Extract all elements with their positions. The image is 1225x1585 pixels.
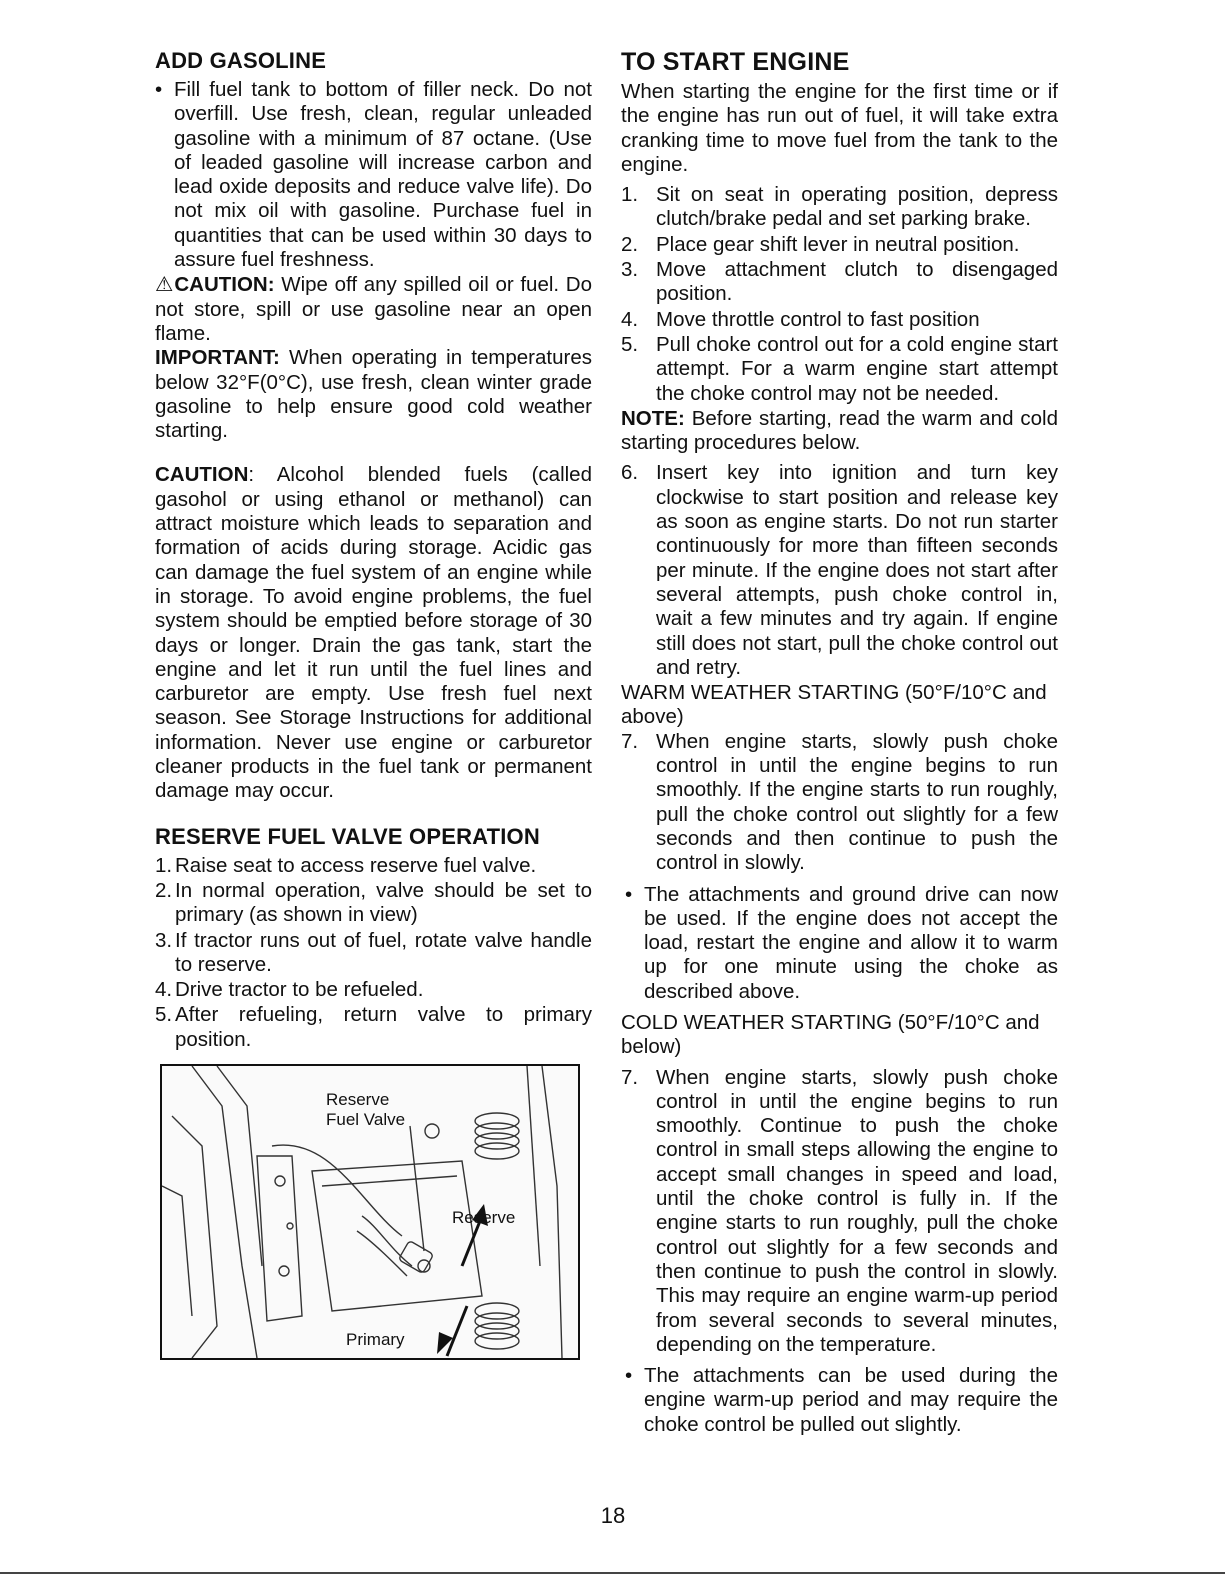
- note-paragraph: [621, 407, 1058, 456]
- warning-triangle-icon: ⚠: [155, 273, 175, 297]
- important-text: When operating in temperatures below 32°F(0°C), use fresh, clean winter grade gasoline to help ensure good cold weather starting.: [155, 346, 592, 443]
- reserve-step: 1. Raise seat to access reserve fuel valve.: [155, 853, 537, 877]
- start-engine-heading: TO START ENGINE: [621, 48, 850, 76]
- add-gasoline-bullet-text: Fill fuel tank to bottom of filler neck. Do not overfill. Use fresh, clean, regular unleaded gasoline with a minimum of 87 octane. (Use of leaded gasoline will increase carbon and lead oxide deposits and reduce valve life). Do not mix oil with gasoline. Purchase fuel in quantities that can be used within 30 days to assure fuel freshness.: [174, 78, 592, 272]
- warm-bullet: • The attachments and ground drive can now be used. If the engine does not accept the load, restart the engine and allow it to warm up for one minute using the choke as described above.: [625, 882, 1058, 1003]
- add-gasoline-heading: ADD GASOLINE: [155, 48, 327, 73]
- caution-label: CAUTION:: [174, 273, 275, 297]
- start-step: 1. Sit on seat in operating position, depress clutch/brake pedal and set parking brake.: [621, 183, 1058, 231]
- page-bottom-rule: [0, 1572, 1225, 1574]
- alcohol-caution-text: : Alcohol blended fuels (called gasohol or using ethanol or methanol) can attract moisture which leads to separation and formation of acids during storage. Acidic gas can damage the fuel system of an engine while in storage. To avoid engine problems, the fuel system should be emptied before storage of 30 days or longer. Drain the gas tank, start the engine and let it run until the fuel lines and carburetor are empty. Use fresh fuel next season. See Storage Instructions for additional information. Never use engine or carburetor cleaner products in the fuel tank or permanent damage may occur.: [155, 463, 592, 803]
- right-column: [621, 48, 1058, 1438]
- warm-step: 7. When engine starts, slowly push choke control in until the engine begins to run smoothly. If the engine starts to run roughly, pull the choke control out slightly for a few seconds and then continue to push the control in slowly.: [621, 729, 1058, 875]
- reserve-step: 3. If tractor runs out of fuel, rotate valve handle to reserve.: [155, 928, 592, 976]
- bullet-marker: •: [625, 882, 633, 906]
- start-step: 3. Move attachment clutch to disengaged position.: [621, 258, 1058, 306]
- cold-weather-heading: COLD WEATHER STARTING (50°F/10°C and below): [621, 1010, 1040, 1059]
- add-gasoline-bullet: [155, 78, 592, 272]
- cold-step: 7. When engine starts, slowly push choke control in until the engine begins to run smoothly. Continue to push the choke control in small steps allowing the engine to accept small changes in speed and load, until the choke control is fully in. If the engine starts to run roughly, pull the choke control out slightly for a few seconds and then continue to push the control in slowly. This may require an engine warm-up period from several seconds to several minutes, depending on the temperature.: [621, 1065, 1058, 1356]
- reserve-step: 2. In normal operation, valve should be set to primary (as shown in view): [155, 878, 592, 927]
- note-text: Before starting, read the warm and cold starting procedures below.: [621, 406, 1058, 455]
- important-paragraph: [155, 346, 592, 443]
- start-engine-intro: When starting the engine for the first time or if the engine has run out of fuel, it will take extra cranking time to move fuel from the tank to the engine.: [621, 80, 1058, 176]
- figure-label-reserve: Reserve: [452, 1207, 516, 1227]
- warm-weather-heading: WARM WEATHER STARTING (50°F/10°C and above): [621, 681, 1047, 729]
- start-step: 4. Move throttle control to fast position: [621, 307, 980, 331]
- page-number: 18: [600, 1503, 626, 1528]
- bullet-marker: •: [155, 78, 163, 101]
- alcohol-caution-label: CAUTION: [155, 463, 249, 487]
- reserve-fuel-valve-figure: [160, 1064, 580, 1360]
- left-column: [155, 48, 592, 1360]
- figure-label-primary: Primary: [346, 1329, 405, 1349]
- alcohol-caution-paragraph: [155, 463, 592, 803]
- important-label: IMPORTANT:: [155, 346, 280, 370]
- cold-bullet: • The attachments can be used during the engine warm-up period and may require the choke control be pulled out slightly.: [625, 1364, 1058, 1436]
- figure-label-reserve-fuel-valve: Reserve Fuel Valve: [326, 1089, 406, 1129]
- caution-text: Wipe off any spilled oil or fuel. Do not store, spill or use gasoline near an open flame.: [155, 273, 592, 345]
- start-step: 6. Insert key into ignition and turn key clockwise to start position and release key as soon as engine starts. Do not run starter continuously for more than fifteen seconds per minute. If the engine does not start after several attempts, push choke control in, wait a few minutes and try again. If engine still does not start, pull the choke control out and retry.: [621, 461, 1058, 679]
- reserve-step: 5. After refueling, return valve to primary position.: [155, 1003, 592, 1051]
- start-step: 2. Place gear shift lever in neutral position.: [621, 232, 1020, 256]
- caution-paragraph: [155, 273, 592, 346]
- reserve-fuel-heading: RESERVE FUEL VALVE OPERATION: [155, 823, 540, 849]
- start-step: 5. Pull choke control out for a cold engine start attempt. For a warm engine start attempt the choke control may not be needed.: [621, 332, 1058, 405]
- reserve-step: 4. Drive tractor to be refueled.: [155, 978, 424, 1002]
- note-label: NOTE:: [621, 406, 685, 430]
- bullet-marker: •: [625, 1364, 633, 1388]
